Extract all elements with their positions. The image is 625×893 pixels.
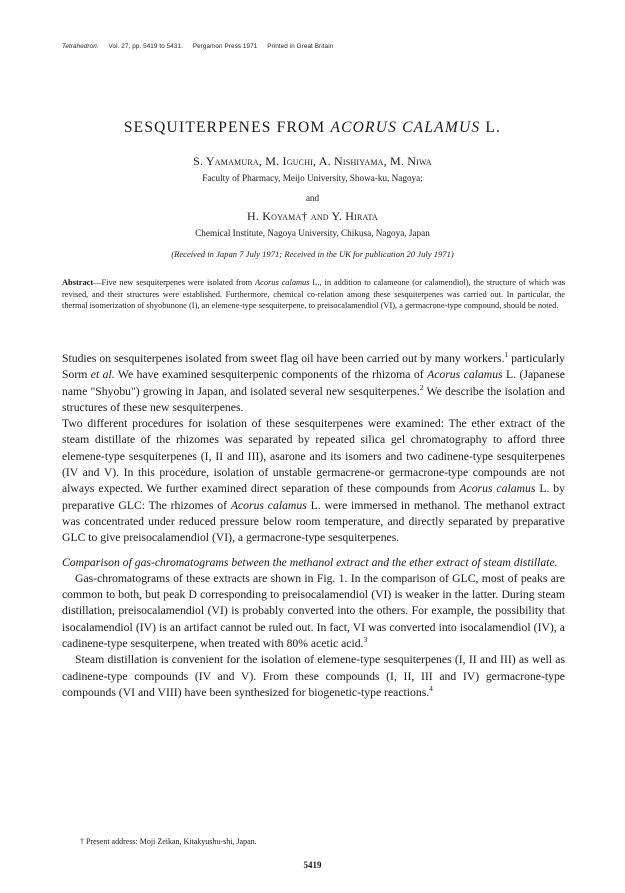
abstract-text-a: —Five new sesquiterpenes were isolated from (93, 278, 255, 287)
section-heading: Comparison of gas-chromatograms between the methanol extract and the ether extract of steam distillate. (62, 555, 558, 569)
abstract-text-b: L., in addition to calameone (or calamendiol), the structure of which was revised, and their structures were established. Furthermore, chemical co-relation among these sesquiterpenes was carried out. In particular, the thermal isomerization of shyobunone (I), an elemene-type sesquiterpene, to preisocalamendiol (VI), a germacrone-type compound, should be noted. (62, 278, 565, 311)
journal-printed: Printed in Great Britain (267, 43, 334, 50)
paragraph-intro (62, 351, 565, 416)
ref-4: 4 (429, 684, 433, 694)
article-title (0, 119, 625, 137)
ref-3: 3 (363, 635, 368, 645)
p4-text: Steam distillation is convenient for the isolation of elemene-type sesquiterpenes (I, II and III) as well as cadinene-type compounds (IV and V). From these compounds (I, II, III and IV) germacrone-type compounds (VI and VIII) have been synthesized for biogenetic-type reactions. (62, 653, 565, 699)
p2-species-2: Acorus calamus (230, 498, 307, 512)
paragraph-steam-distillation (62, 652, 565, 701)
journal-publisher: Pergamon Press 1971 (192, 43, 258, 50)
p2-b: L. by preparative GLC: The rhizomes of (62, 482, 565, 512)
received-dates: (Received in Japan 7 July 1971; Received in the UK for publication 20 July 1971) (171, 249, 454, 259)
p1-etal: et al. (90, 368, 115, 382)
p3-text: Gas-chromatograms of these extracts are shown in Fig. 1. In the comparison of GLC, most of peaks are common to both, but peak D corresponding to preisocalamendiol (VI) is weaker in the latter. During steam distillation, preisocalamendiol (VI) is probably converted into the others. For example, the possibility that isocalamendiol (IV) is an artifact cannot be ruled out. In fact, VI was converted into isocalamendiol (IV), a cadinene-type sesquiterpene, when treated with 80% acetic acid. (62, 571, 565, 651)
p2-c: L. were immersed in methanol. The methanol extract was concentrated under reduced pressure below room temperature, and directly separated by preparative GLC to give preisocalamendiol (VI), a germacrone-type sesquiterpenes. (62, 498, 565, 545)
author-list-1: S. Yamamura, M. Iguchi, A. Nishiyama, M. Niwa (193, 154, 432, 168)
p1-species: Acorus calamus (427, 368, 503, 382)
author-list-2: H. Koyama† and Y. Hirata (246, 209, 379, 223)
abstract-label: Abstract (62, 278, 94, 287)
and-separator: and (305, 193, 320, 203)
abstract-species: Acorus calamus (255, 278, 310, 287)
ref-2: 2 (419, 382, 424, 392)
p2-a: Two different procedures for isolation of these sesquiterpenes were examined: The ether extract of the steam distillate of the rhizomes was separated by repeated silica gel chromatography to afford three elemene-type sesquiterpenes (I, II and III), asarone and its isomers and two cadinene-type sesquiterpenes (IV and V). In this procedure, isolation of unstable germacrene-or germacrone-type compounds are not always expected. We further examined direct separation of these compounds from (62, 417, 565, 496)
ref-1: 1 (504, 350, 509, 360)
journal-citation-line (62, 43, 333, 50)
page-number: 5419 (303, 860, 322, 870)
p2-species-1: Acorus calamus (459, 482, 536, 496)
p1-e: We describe the isolation and structures of these new sesquiterpenes. (62, 384, 565, 414)
title-species: ACORUS CALAMUS (330, 119, 481, 136)
affiliation-1: Faculty of Pharmacy, Meijo University, Showa-ku, Nagoya; (202, 173, 423, 183)
title-suffix: L. (480, 119, 502, 136)
paragraph-gas-chromatograms (62, 571, 565, 652)
p1-a: Studies on sesquiterpenes isolated from sweet flag oil have been carried out by many workers. (62, 352, 505, 365)
journal-name: Tetrahedron. (62, 43, 99, 50)
p1-b: particularly Sorm (62, 352, 566, 382)
journal-volume: Vol. 27, pp. 5419 to 5431. (108, 43, 183, 50)
abstract (62, 277, 565, 312)
title-main: SESQUITERPENES FROM (123, 119, 331, 136)
affiliation-2: Chemical Institute, Nagoya University, Chikusa, Nagoya, Japan (195, 228, 430, 238)
paragraph-procedures (62, 416, 565, 546)
footnote: † Present address: Moji Zeikan, Kitakyushu-shi, Japan. (80, 837, 257, 846)
article-body (62, 351, 565, 701)
p1-c: We have examined sesquiterpenic components of the rhizoma of (114, 368, 428, 382)
p1-d: L. (Japanese name "Shyobu") growing in Japan, and isolated several new sesquiterpenes. (62, 368, 565, 398)
